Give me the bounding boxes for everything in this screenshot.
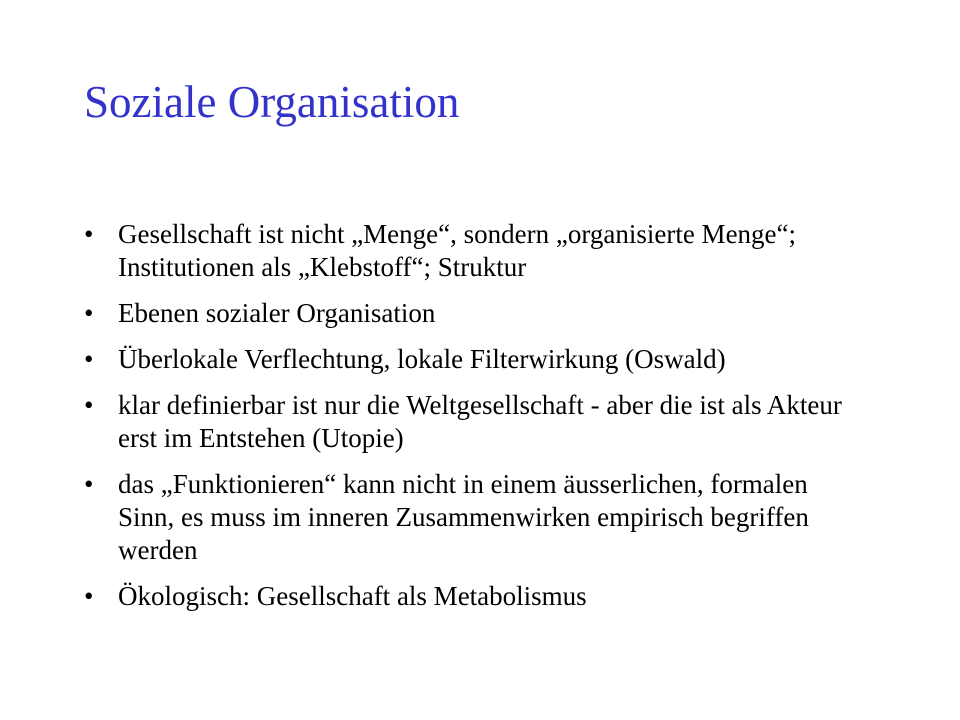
bullet-text: das „Funktionieren“ kann nicht in einem äusserlichen, formalen Sinn, es muss im inneren Zusammenwirken empirisch begriffen werden <box>118 469 809 565</box>
bullet-point-icon: • <box>84 298 94 328</box>
bullet-item-6 <box>84 580 864 613</box>
bullet-text: Ökologisch: Gesellschaft als Metabolismus <box>118 581 587 611</box>
bullet-item-4 <box>84 389 864 455</box>
bullet-text: Gesellschaft ist nicht „Menge“, sondern „organisierte Menge“; Institutionen als „Klebstoff“; Struktur <box>118 219 797 282</box>
bullet-point-icon: • <box>84 581 94 611</box>
slide-title: Soziale Organisation <box>84 77 460 127</box>
bullet-item-3 <box>84 343 864 376</box>
bullet-list <box>84 218 864 626</box>
bullet-item-5 <box>84 468 864 567</box>
bullet-item-1 <box>84 218 864 284</box>
bullet-point-icon: • <box>84 344 94 374</box>
bullet-point-icon: • <box>84 390 94 420</box>
bullet-point-icon: • <box>84 219 94 249</box>
bullet-text: Überlokale Verflechtung, lokale Filterwirkung (Oswald) <box>118 344 726 374</box>
bullet-text: klar definierbar ist nur die Weltgesellschaft - aber die ist als Akteur erst im Entstehen (Utopie) <box>118 390 842 453</box>
bullet-point-icon: • <box>84 469 94 499</box>
bullet-text: Ebenen sozialer Organisation <box>118 298 436 328</box>
bullet-item-2 <box>84 297 864 330</box>
